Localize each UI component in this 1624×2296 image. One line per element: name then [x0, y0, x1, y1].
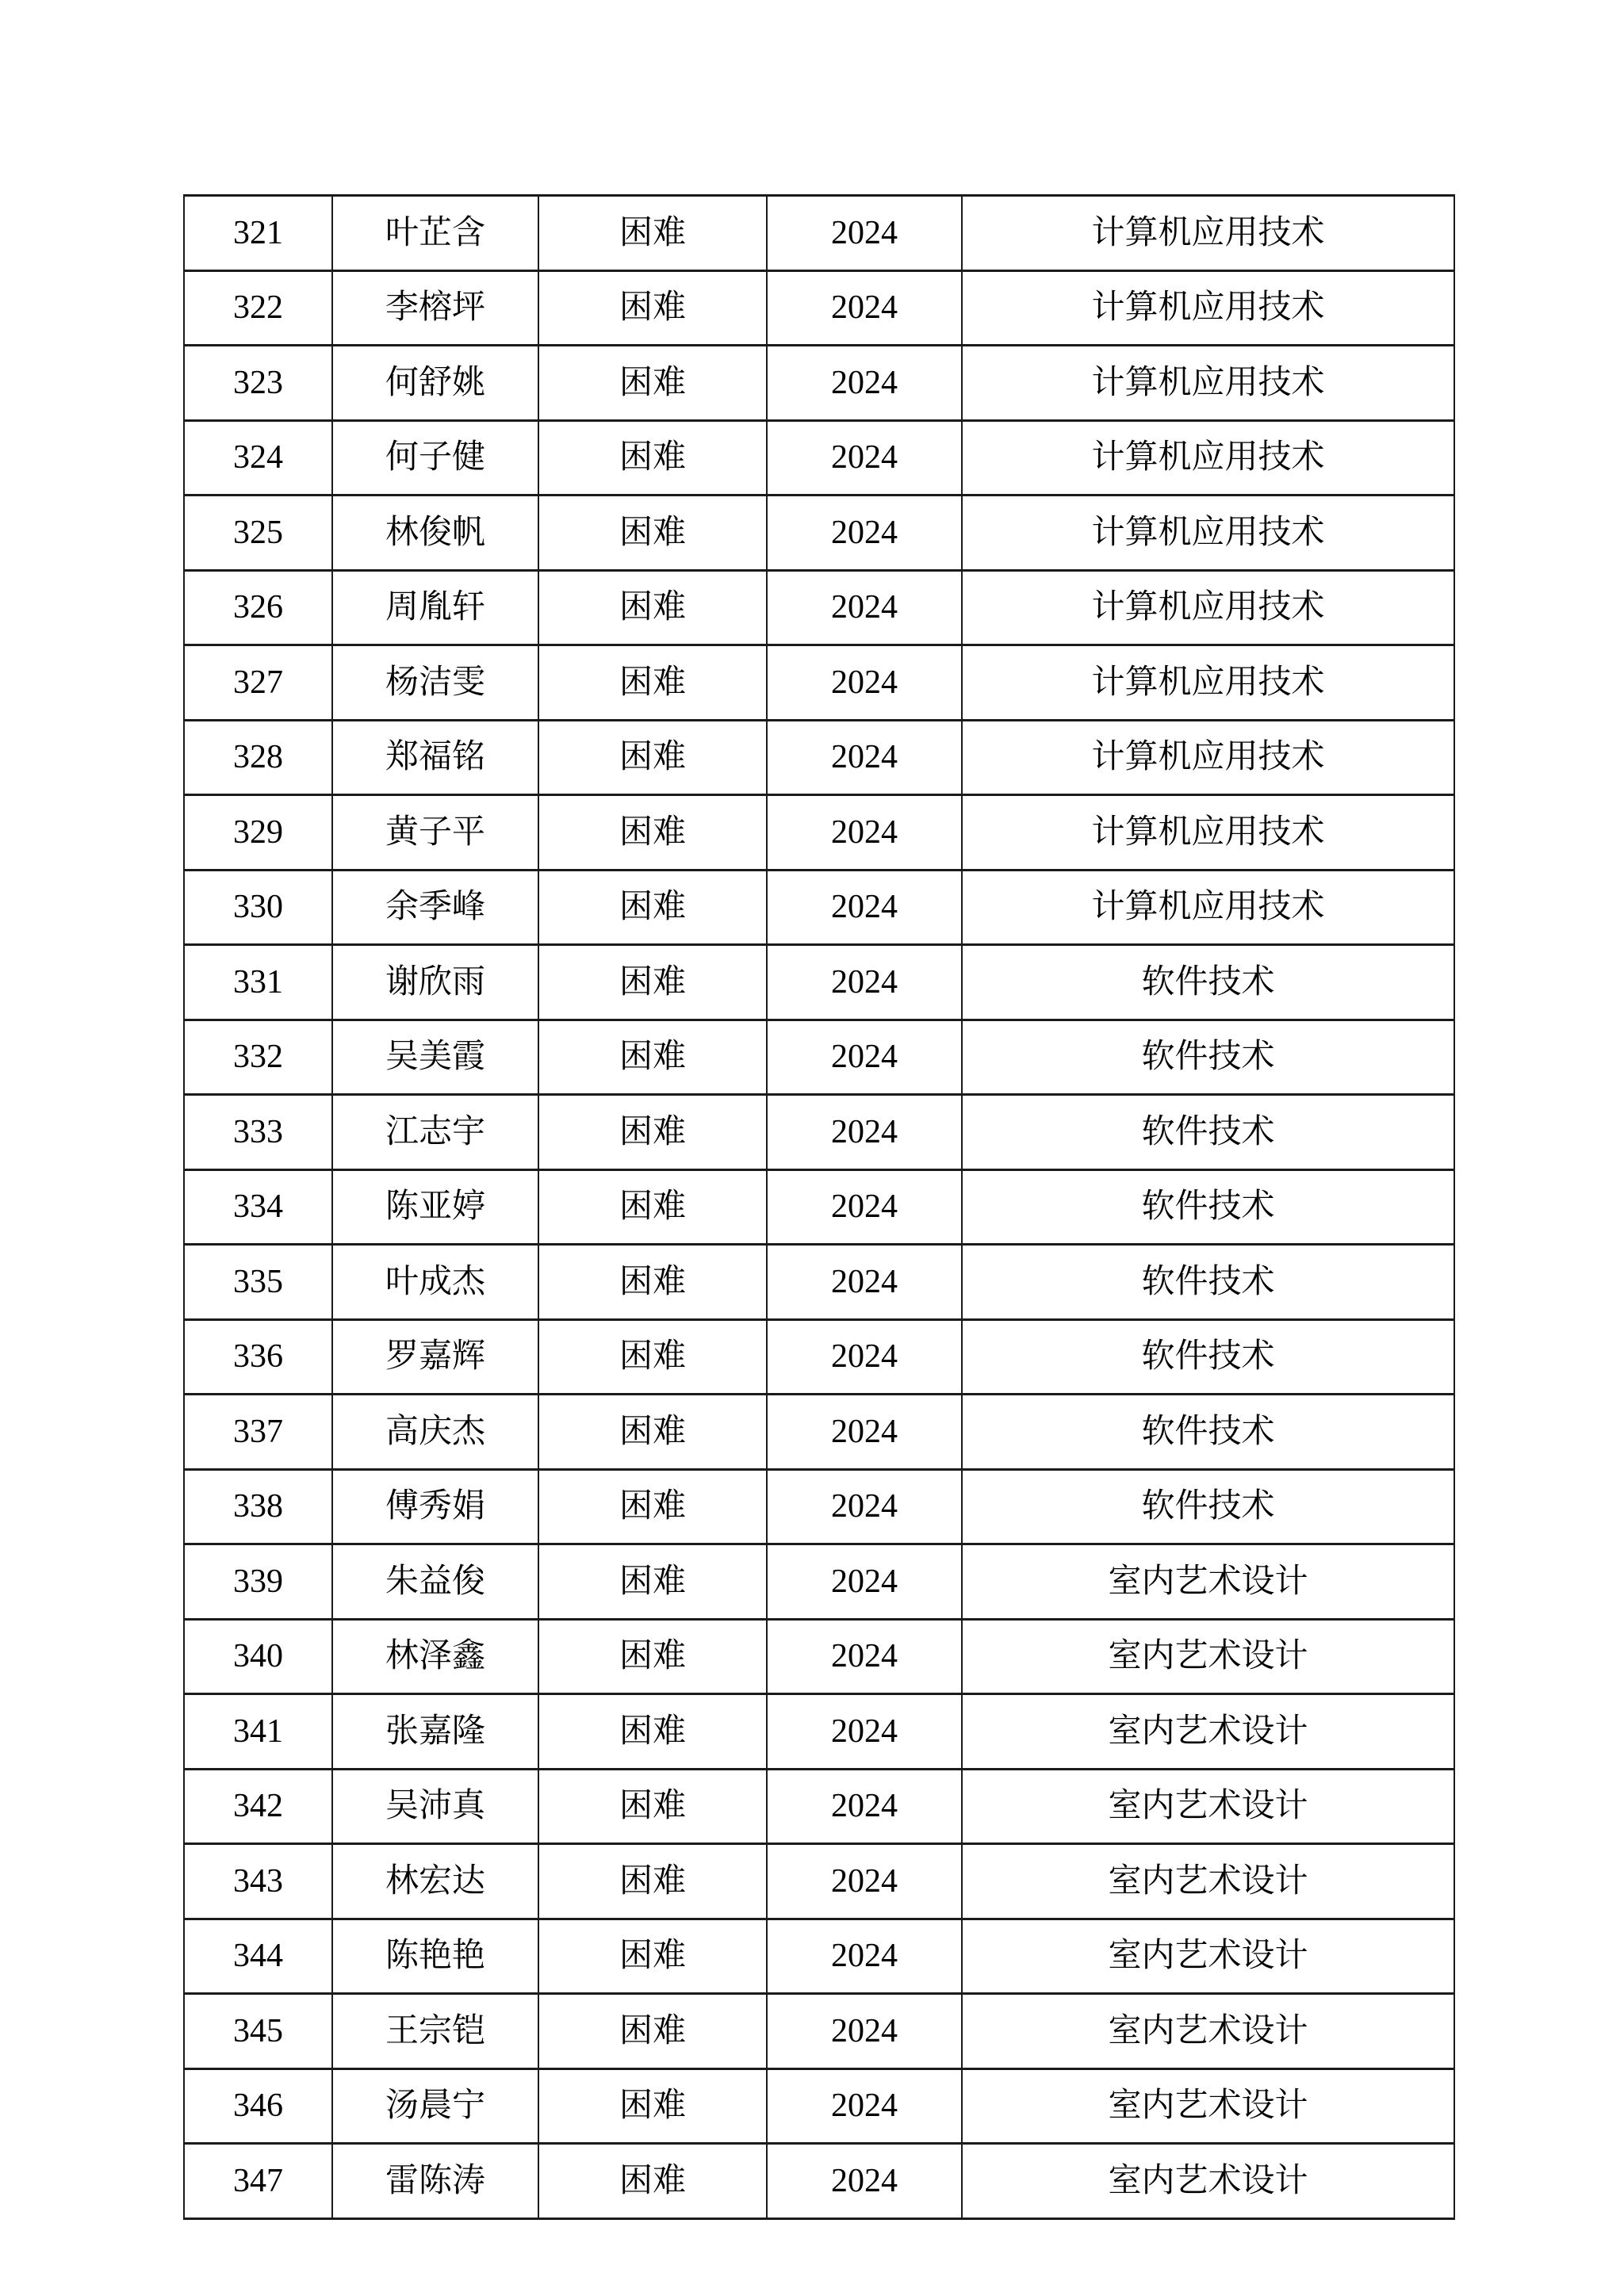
table-row — [184, 1769, 1454, 1844]
table-row — [184, 196, 1454, 271]
cell-major: 计算机应用技术 — [962, 645, 1454, 721]
cell-year: 2024 — [767, 1395, 962, 1470]
cell-student-name: 罗嘉辉 — [332, 1319, 538, 1395]
cell-year: 2024 — [767, 720, 962, 795]
cell-year: 2024 — [767, 1245, 962, 1320]
cell-row-number: 324 — [184, 420, 332, 496]
cell-major: 软件技术 — [962, 1395, 1454, 1470]
cell-hardship-status: 困难 — [538, 945, 767, 1020]
cell-hardship-status: 困难 — [538, 1245, 767, 1320]
cell-row-number: 336 — [184, 1319, 332, 1395]
cell-row-number: 334 — [184, 1169, 332, 1245]
table-row — [184, 1169, 1454, 1245]
cell-student-name: 叶芷含 — [332, 196, 538, 271]
cell-major: 计算机应用技术 — [962, 196, 1454, 271]
cell-row-number: 346 — [184, 2068, 332, 2144]
cell-row-number: 328 — [184, 720, 332, 795]
cell-major: 软件技术 — [962, 1095, 1454, 1170]
cell-row-number: 335 — [184, 1245, 332, 1320]
table-row — [184, 1619, 1454, 1694]
cell-student-name: 杨洁雯 — [332, 645, 538, 721]
cell-student-name: 陈亚婷 — [332, 1169, 538, 1245]
cell-year: 2024 — [767, 1095, 962, 1170]
cell-year: 2024 — [767, 795, 962, 871]
cell-hardship-status: 困难 — [538, 1619, 767, 1694]
table-row — [184, 870, 1454, 945]
cell-hardship-status: 困难 — [538, 346, 767, 421]
cell-hardship-status: 困难 — [538, 1694, 767, 1770]
table-row — [184, 420, 1454, 496]
cell-row-number: 339 — [184, 1544, 332, 1620]
cell-row-number: 341 — [184, 1694, 332, 1770]
cell-major: 软件技术 — [962, 1245, 1454, 1320]
cell-hardship-status: 困难 — [538, 1994, 767, 2069]
cell-row-number: 340 — [184, 1619, 332, 1694]
cell-major: 计算机应用技术 — [962, 570, 1454, 645]
cell-hardship-status: 困难 — [538, 1169, 767, 1245]
cell-row-number: 333 — [184, 1095, 332, 1170]
table-row — [184, 1469, 1454, 1544]
cell-major: 软件技术 — [962, 1020, 1454, 1095]
cell-hardship-status: 困难 — [538, 2144, 767, 2219]
cell-row-number: 321 — [184, 196, 332, 271]
cell-student-name: 林宏达 — [332, 1844, 538, 1919]
cell-row-number: 326 — [184, 570, 332, 645]
cell-year: 2024 — [767, 2068, 962, 2144]
cell-student-name: 高庆杰 — [332, 1395, 538, 1470]
cell-row-number: 337 — [184, 1395, 332, 1470]
cell-year: 2024 — [767, 945, 962, 1020]
cell-year: 2024 — [767, 1994, 962, 2069]
cell-student-name: 吴美霞 — [332, 1020, 538, 1095]
cell-year: 2024 — [767, 2144, 962, 2219]
cell-major: 室内艺术设计 — [962, 1844, 1454, 1919]
table-row — [184, 1919, 1454, 1994]
cell-row-number: 345 — [184, 1994, 332, 2069]
cell-row-number: 338 — [184, 1469, 332, 1544]
cell-hardship-status: 困难 — [538, 2068, 767, 2144]
cell-hardship-status: 困难 — [538, 645, 767, 721]
table-row — [184, 570, 1454, 645]
cell-hardship-status: 困难 — [538, 496, 767, 571]
table-body — [184, 196, 1454, 2219]
table-row — [184, 346, 1454, 421]
cell-hardship-status: 困难 — [538, 870, 767, 945]
cell-year: 2024 — [767, 420, 962, 496]
cell-student-name: 王宗铠 — [332, 1994, 538, 2069]
cell-major: 软件技术 — [962, 1319, 1454, 1395]
cell-row-number: 323 — [184, 346, 332, 421]
cell-student-name: 郑福铭 — [332, 720, 538, 795]
cell-row-number: 325 — [184, 496, 332, 571]
cell-hardship-status: 困难 — [538, 420, 767, 496]
cell-year: 2024 — [767, 196, 962, 271]
table-row — [184, 720, 1454, 795]
cell-row-number: 330 — [184, 870, 332, 945]
cell-major: 室内艺术设计 — [962, 1694, 1454, 1770]
cell-major: 计算机应用技术 — [962, 496, 1454, 571]
cell-major: 计算机应用技术 — [962, 346, 1454, 421]
cell-year: 2024 — [767, 1694, 962, 1770]
cell-student-name: 江志宇 — [332, 1095, 538, 1170]
table-row — [184, 1544, 1454, 1620]
cell-major: 计算机应用技术 — [962, 870, 1454, 945]
cell-major: 计算机应用技术 — [962, 720, 1454, 795]
table-row — [184, 645, 1454, 721]
table-row — [184, 1395, 1454, 1470]
cell-hardship-status: 困难 — [538, 1319, 767, 1395]
table-row — [184, 1245, 1454, 1320]
student-roster-table — [183, 194, 1455, 2220]
table-row — [184, 1994, 1454, 2069]
cell-year: 2024 — [767, 496, 962, 571]
cell-hardship-status: 困难 — [538, 1844, 767, 1919]
cell-year: 2024 — [767, 1469, 962, 1544]
table-row — [184, 2068, 1454, 2144]
cell-student-name: 李榕坪 — [332, 270, 538, 346]
table-row — [184, 945, 1454, 1020]
cell-year: 2024 — [767, 1544, 962, 1620]
cell-hardship-status: 困难 — [538, 270, 767, 346]
cell-year: 2024 — [767, 1169, 962, 1245]
cell-major: 计算机应用技术 — [962, 420, 1454, 496]
cell-hardship-status: 困难 — [538, 1919, 767, 1994]
cell-row-number: 329 — [184, 795, 332, 871]
table-row — [184, 2144, 1454, 2219]
cell-major: 室内艺术设计 — [962, 2068, 1454, 2144]
cell-row-number: 322 — [184, 270, 332, 346]
cell-student-name: 叶成杰 — [332, 1245, 538, 1320]
cell-student-name: 何舒姚 — [332, 346, 538, 421]
cell-major: 计算机应用技术 — [962, 270, 1454, 346]
cell-row-number: 344 — [184, 1919, 332, 1994]
cell-major: 软件技术 — [962, 945, 1454, 1020]
cell-major: 室内艺术设计 — [962, 1544, 1454, 1620]
cell-major: 室内艺术设计 — [962, 2144, 1454, 2219]
cell-row-number: 332 — [184, 1020, 332, 1095]
cell-student-name: 雷陈涛 — [332, 2144, 538, 2219]
cell-major: 室内艺术设计 — [962, 1994, 1454, 2069]
cell-hardship-status: 困难 — [538, 1095, 767, 1170]
cell-row-number: 342 — [184, 1769, 332, 1844]
cell-year: 2024 — [767, 346, 962, 421]
cell-major: 室内艺术设计 — [962, 1619, 1454, 1694]
cell-row-number: 327 — [184, 645, 332, 721]
cell-year: 2024 — [767, 870, 962, 945]
cell-year: 2024 — [767, 1619, 962, 1694]
cell-student-name: 陈艳艳 — [332, 1919, 538, 1994]
cell-student-name: 何子健 — [332, 420, 538, 496]
cell-major: 计算机应用技术 — [962, 795, 1454, 871]
cell-hardship-status: 困难 — [538, 1020, 767, 1095]
cell-year: 2024 — [767, 570, 962, 645]
cell-year: 2024 — [767, 645, 962, 721]
cell-year: 2024 — [767, 1844, 962, 1919]
cell-student-name: 林泽鑫 — [332, 1619, 538, 1694]
cell-year: 2024 — [767, 1020, 962, 1095]
cell-student-name: 汤晨宁 — [332, 2068, 538, 2144]
cell-hardship-status: 困难 — [538, 1469, 767, 1544]
cell-student-name: 张嘉隆 — [332, 1694, 538, 1770]
cell-year: 2024 — [767, 1919, 962, 1994]
table-row — [184, 1095, 1454, 1170]
table-row — [184, 1020, 1454, 1095]
cell-year: 2024 — [767, 1319, 962, 1395]
cell-year: 2024 — [767, 270, 962, 346]
cell-hardship-status: 困难 — [538, 570, 767, 645]
cell-student-name: 林俊帆 — [332, 496, 538, 571]
cell-hardship-status: 困难 — [538, 720, 767, 795]
cell-student-name: 余季峰 — [332, 870, 538, 945]
cell-hardship-status: 困难 — [538, 196, 767, 271]
cell-row-number: 331 — [184, 945, 332, 1020]
cell-student-name: 谢欣雨 — [332, 945, 538, 1020]
cell-hardship-status: 困难 — [538, 795, 767, 871]
cell-major: 软件技术 — [962, 1169, 1454, 1245]
cell-hardship-status: 困难 — [538, 1769, 767, 1844]
cell-student-name: 朱益俊 — [332, 1544, 538, 1620]
table-row — [184, 1319, 1454, 1395]
cell-student-name: 黄子平 — [332, 795, 538, 871]
cell-student-name: 傅秀娟 — [332, 1469, 538, 1544]
cell-row-number: 347 — [184, 2144, 332, 2219]
cell-major: 室内艺术设计 — [962, 1769, 1454, 1844]
table-row — [184, 496, 1454, 571]
cell-student-name: 吴沛真 — [332, 1769, 538, 1844]
table-row — [184, 1694, 1454, 1770]
table-row — [184, 270, 1454, 346]
cell-row-number: 343 — [184, 1844, 332, 1919]
table-row — [184, 795, 1454, 871]
cell-hardship-status: 困难 — [538, 1395, 767, 1470]
cell-hardship-status: 困难 — [538, 1544, 767, 1620]
cell-major: 软件技术 — [962, 1469, 1454, 1544]
cell-major: 室内艺术设计 — [962, 1919, 1454, 1994]
cell-year: 2024 — [767, 1769, 962, 1844]
table-row — [184, 1844, 1454, 1919]
cell-student-name: 周胤轩 — [332, 570, 538, 645]
